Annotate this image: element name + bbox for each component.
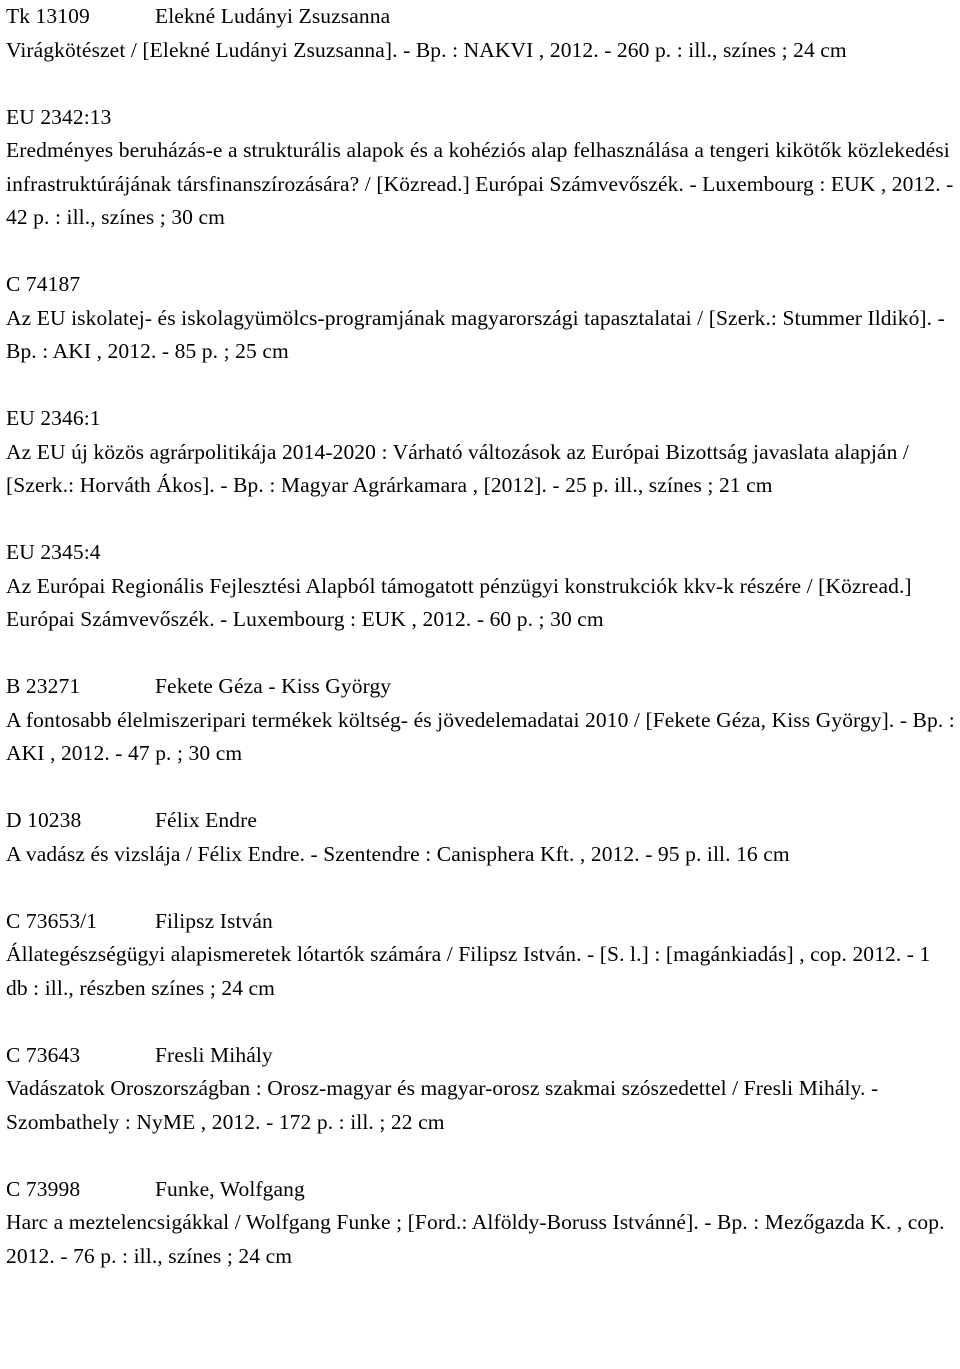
entry-heading bbox=[6, 670, 956, 704]
catalog-entry bbox=[6, 268, 956, 369]
call-number: C 73643 bbox=[6, 1042, 81, 1067]
catalog-entry bbox=[6, 670, 956, 771]
author-name: Félix Endre bbox=[155, 808, 258, 832]
bibliographic-description: Az EU új közös agrárpolitikája 2014-2020 : Várható változások az Európai Bizottság javaslata alapján / [Szerk.: Horváth Ákos]. - Bp. : Magyar Agrárkamara , [2012]. - 25 p. ill., színes ; 21 cm bbox=[6, 439, 909, 497]
bibliographic-description: Vadászatok Oroszországban : Orosz-magyar és magyar-orosz szakmai szószedettel / Fresli Mihály. - Szombathely : NyME , 2012. - 172 p. : ill. ; 22 cm bbox=[6, 1076, 879, 1134]
bibliographic-description: Állategészségügyi alapismeretek lótartók számára / Filipsz István. - [S. l.] : [magánkiadás] , cop. 2012. - 1 db : ill., részben színes ; 24 cm bbox=[6, 942, 931, 1000]
entry-heading bbox=[6, 905, 956, 939]
call-number: B 23271 bbox=[6, 674, 81, 698]
call-number: EU 2345:4 bbox=[6, 540, 101, 564]
call-number: EU 2342:13 bbox=[6, 104, 112, 129]
call-number: C 74187 bbox=[6, 272, 81, 296]
bibliographic-description: Az EU iskolatej- és iskolagyümölcs-programjának magyarországi tapasztalatai / [Szerk.: Stummer Ildikó]. - Bp. : AKI , 2012. - 85 p. ; 25 cm bbox=[6, 305, 945, 363]
author-name: Fekete Géza - Kiss György bbox=[155, 674, 392, 698]
catalog-list bbox=[6, 0, 956, 1273]
entry-heading bbox=[6, 402, 956, 436]
catalog-entry bbox=[6, 536, 956, 637]
entry-heading bbox=[6, 1039, 956, 1073]
catalog-entry bbox=[6, 1039, 956, 1140]
bibliographic-description: Virágkötészet / [Elekné Ludányi Zsuzsanna]. - Bp. : NAKVI , 2012. - 260 p. : ill., színes ; 24 cm bbox=[6, 37, 847, 62]
entry-heading bbox=[6, 101, 956, 135]
call-number: Tk 13109 bbox=[6, 4, 90, 28]
catalog-entry bbox=[6, 1173, 956, 1274]
entry-heading bbox=[6, 268, 956, 302]
call-number: EU 2346:1 bbox=[6, 406, 101, 430]
author-name: Fresli Mihály bbox=[155, 1042, 273, 1067]
call-number: C 73998 bbox=[6, 1176, 81, 1201]
bibliographic-description: Harc a meztelencsigákkal / Wolfgang Funke ; [Ford.: Alföldy-Boruss Istvánné]. - Bp. : Mezőgazda K. , cop. 2012. - 76 p. : ill., színes ; 24 cm bbox=[6, 1210, 945, 1268]
catalog-entry bbox=[6, 804, 956, 871]
author-name: Elekné Ludányi Zsuzsanna bbox=[155, 4, 391, 28]
bibliographic-description: Eredményes beruházás-e a strukturális alapok és a kohéziós alap felhasználása a tengeri kikötők közlekedési infrastruktúrájának társfinanszírozására? / [Közread.] Európai Számvevőszék. - Luxembourg : EUK , 2012. - 42 p. : ill., színes ; 30 cm bbox=[6, 138, 954, 229]
call-number: C 73653/1 bbox=[6, 908, 98, 933]
bibliographic-description: Az Európai Regionális Fejlesztési Alapból támogatott pénzügyi konstrukciók kkv-k részére / [Közread.] Európai Számvevőszék. - Luxembourg : EUK , 2012. - 60 p. ; 30 cm bbox=[6, 573, 912, 631]
bibliographic-description: A fontosabb élelmiszeripari termékek költség- és jövedelemadatai 2010 / [Fekete Géza, Kiss György]. - Bp. : AKI , 2012. - 47 p. ; 30 cm bbox=[6, 707, 955, 765]
entry-heading bbox=[6, 1173, 956, 1207]
catalog-entry bbox=[6, 905, 956, 1006]
catalog-entry bbox=[6, 0, 956, 67]
entry-heading bbox=[6, 804, 956, 838]
bibliographic-description: A vadász és vizslája / Félix Endre. - Szentendre : Canisphera Kft. , 2012. - 95 p. ill. 16 cm bbox=[6, 841, 790, 866]
entry-heading bbox=[6, 536, 956, 570]
catalog-entry bbox=[6, 101, 956, 235]
author-name: Funke, Wolfgang bbox=[155, 1176, 305, 1201]
call-number: D 10238 bbox=[6, 808, 82, 832]
catalog-entry bbox=[6, 402, 956, 503]
entry-heading bbox=[6, 0, 956, 34]
author-name: Filipsz István bbox=[155, 908, 273, 933]
